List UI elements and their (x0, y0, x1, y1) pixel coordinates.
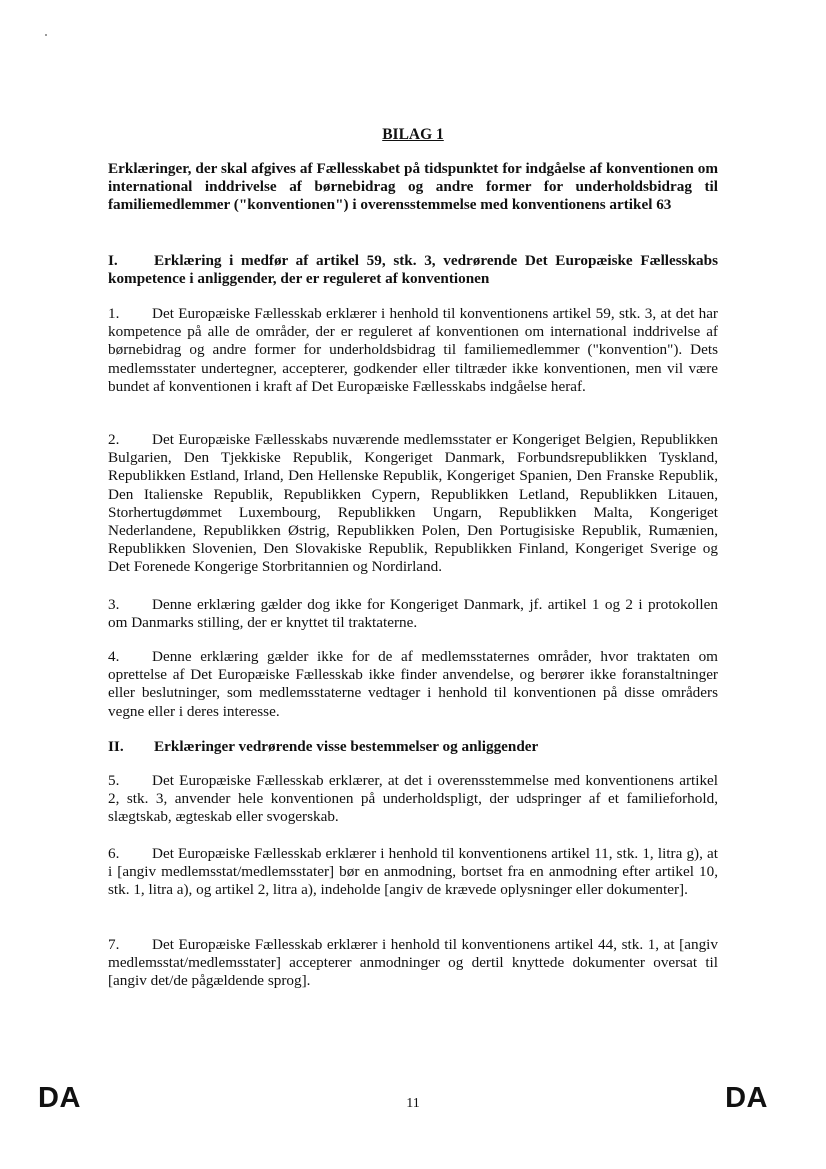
section-2-heading (108, 738, 718, 756)
section-1-heading (108, 252, 718, 288)
paragraph-text: Denne erklæring gælder dog ikke for Kongeriget Danmark, jf. artikel 1 og 2 i protokollen om Danmarks stilling, der er knyttet til traktaterne. (108, 596, 718, 632)
page-number: 11 (406, 1096, 420, 1111)
paragraph-number: 4. (108, 648, 120, 665)
footer-language-right: DA (725, 1082, 768, 1114)
paragraph-text: Det Europæiske Fællesskab erklærer i henhold til konventionens artikel 59, stk. 3, at det har kompetence på alle de områder, der er reguleret af konventionen om international inddrivelse af børnebidrag og andre former for underholdsbidrag til familiemedlemmer ("konvention"). Dets medlemsstater undertegner, accepterer, godkender eller tiltræder ikke konventionen, men vil være bundet af konventionen i kraft af Det Europæiske Fællesskabs indgåelse heraf. (108, 305, 718, 395)
footer-language-left: DA (38, 1082, 81, 1114)
section-1-number: I. (108, 252, 118, 269)
paragraph-number: 6. (108, 845, 120, 862)
paragraph-number: 3. (108, 596, 120, 613)
paragraph-5 (108, 772, 718, 827)
paragraph-text: Det Europæiske Fællesskab erklærer, at det i overensstemmelse med konventionens artikel 2, stk. 3, anvender hele konventionen på underholdspligt, der udspringer af et familieforhold, slægtskab, ægteskab eller svogerskab. (108, 772, 718, 826)
paragraph-text: Denne erklæring gælder ikke for de af medlemsstaternes områder, hvor traktaten om oprettelse af Det Europæiske Fællesskab ikke finder anvendelse, og berører ikke foranstaltninger eller beslutninger, som medlemsstaterne vedtager i henhold til konventionen på disse områders vegne eller i deres interesse. (108, 648, 718, 720)
paragraph-number: 2. (108, 431, 120, 448)
paragraph-number: 1. (108, 305, 120, 322)
paragraph-2 (108, 431, 718, 577)
paragraph-text: Det Europæiske Fællesskab erklærer i henhold til konventionens artikel 44, stk. 1, at [angiv medlemsstat/medlemsstater] accepterer anmodninger og dertil knyttede dokumenter oversat til [angiv det/de pågældende sprog]. (108, 936, 718, 990)
annex-title: BILAG 1 (382, 126, 444, 143)
paragraph-number: 7. (108, 936, 120, 953)
paragraph-6 (108, 845, 718, 900)
scan-speck (45, 34, 47, 36)
section-1-title: Erklæring i medfør af artikel 59, stk. 3, vedrørende Det Europæiske Fællesskabs kompetence i anliggender, der er reguleret af konventionen (108, 252, 718, 288)
intro-heading: Erklæringer, der skal afgives af Fællesskabet på tidspunktet for indgåelse af konventionen om international inddrivelse af børnebidrag og andre former for underholdsbidrag til familiemedlemmer ("konventionen") i overensstemmelse med konventionens artikel 63 (108, 160, 718, 214)
section-2-title: Erklæringer vedrørende visse bestemmelser og anliggender (154, 738, 539, 755)
paragraph-3 (108, 596, 718, 632)
paragraph-7 (108, 936, 718, 991)
paragraph-1 (108, 305, 718, 396)
paragraph-text: Det Europæiske Fællesskabs nuværende medlemsstater er Kongeriget Belgien, Republikken Bulgarien, Den Tjekkiske Republik, Kongeriget Danmark, Forbundsrepublikken Tyskland, Republikken Estland, Irland, Den Hellenske Republik, Kongeriget Spanien, Den Franske Republik, Den Italienske Republik, Republikken Cypern, Republikken Letland, Republikken Litauen, Storhertugdømmet Luxembourg, Republikken Ungarn, Republikken Malta, Kongeriget Nederlandene, Republikken Østrig, Republikken Polen, Den Portugisiske Republik, Rumænien, Republikken Slovenien, Den Slovakiske Republik, Republikken Finland, Kongeriget Sverige og Det Forenede Kongerige Storbritannien og Nordirland. (108, 431, 718, 576)
paragraph-number: 5. (108, 772, 120, 789)
paragraph-text: Det Europæiske Fællesskab erklærer i henhold til konventionens artikel 11, stk. 1, litra g), at i [angiv medlemsstat/medlemsstater] bør en anmodning, bortset fra en anmodning efter artikel 10, stk. 1, litra a), og artikel 2, litra a), indeholde [angiv de krævede oplysninger eller dokumenter]. (108, 845, 718, 899)
section-2-number: II. (108, 738, 124, 755)
paragraph-4 (108, 648, 718, 721)
